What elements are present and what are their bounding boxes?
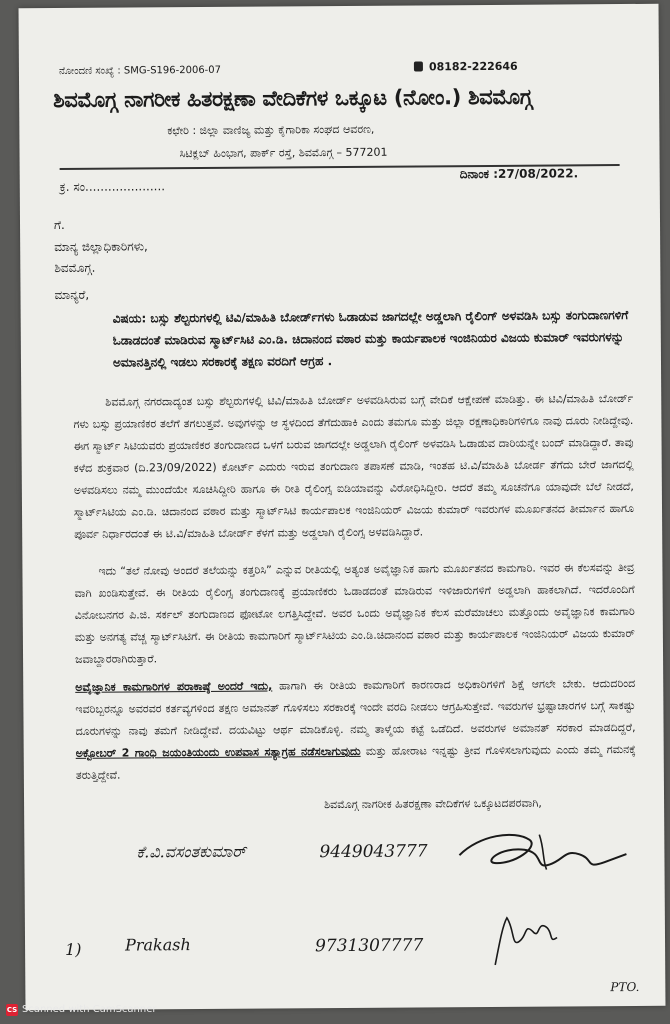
signature-2-icon bbox=[485, 909, 565, 970]
signatory-2-number: 9731307777 bbox=[314, 935, 424, 957]
signatory-2-name: Prakash bbox=[124, 935, 191, 955]
paragraph-3-mid: ಹಾಗಾಗಿ ಈ ರೀತಿಯ ಕಾಮಗಾರಿಗೆ ಕಾರಣರಾದ ಅಧಿಕಾರಿಗಳಿಗೆ ಶಿಕ್ಷೆ ಆಗಲೇ ಬೇಕು. ಆದುದರಿಂದ ಇವರಿಬ್ಬರನ್ನೂ ಅವರವರ ಕರ್ತವ್ಯಗಳಿಂದ ತಕ್ಷಣ ಅಮಾನತ್ ಗೊಳಿಸಲು ಸರಕಾರಕ್ಕೆ ಇಂದೇ ವರದಿ ನೀಡಲು ಆಗ್ರಹಿಸುತ್ತೇವೆ. ಇವರುಗಳ ಭ್ರಷ್ಟಾಚಾರಗಳ ಬಗ್ಗೆ ಸಾಕಷ್ಟು ದೂರುಗಳನ್ನು ನಾವು ತಮಗೆ ನೀಡಿದ್ದೇವೆ. ದಯವಿಟ್ಟು ಆರ್ಥ ಮಾಡಿಕೊಳ್ಳಿ. ನಮ್ಮ ತಾಳ್ಮೆಯ ಕಟ್ಟೆ ಒಡೆದಿದೆ. ಅವರುಗಳ ಅಮಾನತ್ ಸರಕಾರ ಮಾಡದಿದ್ದರೆ, bbox=[75, 676, 636, 738]
paragraph-2: ಇದು “ತಲೆ ನೋವು ಅಂದರೆ ತಲೆಯನ್ನು ಕತ್ತರಿಸಿ” ಎನ್ನುವ ರೀತಿಯಲ್ಲಿ ಅತ್ಯಂತ ಅವೈಜ್ಞಾನಿಕ ಹಾಗು ಮೂರ್ಖತನದ ಕಾಮಗಾರಿ. ಇವರ ಈ ಕೆಲಸವನ್ನು ತೀವ್ರ ವಾಗಿ ಖಂಡಿಸುತ್ತೇವೆ. ಈ ರೀತಿಯ ರೈಲಿಂಗ್ಸ ತಂಗುದಾಣಕ್ಕೆ ಪ್ರಯಾಣಿಕರು ಓಡಾಡದಂತೆ ಮಾಡಿರುವ ಇಳಿಜಾರುಗಳಿಗೆ ಅಡ್ಡಲಾಗಿ ಹಾಕಲಾಗಿದೆ. ಇದರೊಂದಿಗೆ ವಿನೋಬನಗರ ಪಿ.ಜಿ. ಸರ್ಕಲ್ ತಂಗುದಾಣದ ಫೋಟೋ ಲಗತ್ತಿಸಿದ್ದೇವೆ. ಅವರ ಒಂದು ಅವೈಜ್ಞಾನಿಕ ಕೆಲಸ ಮರೆಮಾಚಲು ಮತ್ತೊಂದು ಅವೈಜ್ಞಾನಿಕ ಕಾಮಗಾರಿ ಮತ್ತು ಅನಗತ್ಯ ವೆಚ್ಚ ಸ್ಮಾರ್ಟ್‌ಸಿಟಿಗೆ. ಈ ರೀತಿಯ ಕಾಮಗಾರಿಗೆ ಸ್ಮಾರ್ಟ್‌ಸಿಟಿಯ ಎಂ.ಡಿ.ಚಿದಾನಂದ ವಠಾರ ಮತ್ತು ಕಾರ್ಯಪಾಲಕ ಇಂಜಿನಿಯರ್ ವಿಜಯ ಕುಮಾರ್ ಜವಾಬ್ದಾರರಾಗಿರುತ್ತಾರೆ. bbox=[74, 560, 635, 666]
organization-name: ಶಿವಮೊಗ್ಗ ನಾಗರೀಕ ಹಿತರಕ್ಷಣಾ ವೇದಿಕೆಗಳ ಒಕ್ಕೂಟ (ನೋಂ.) ಶಿವಮೊಗ್ಗ bbox=[53, 84, 533, 113]
registration-number: ನೋಂದಣಿ ಸಂಖ್ಯೆ : SMG-S196-2006-07 bbox=[58, 64, 222, 77]
scanner-watermark-text: Scanned with CamScanner bbox=[22, 1004, 157, 1015]
address-line-1: ಕಛೇರಿ : ಜಿಲ್ಲಾ ವಾಣಿಜ್ಯ ಮತ್ತು ಕೈಗಾರಿಕಾ ಸಂಘದ ಆವರಣ, bbox=[167, 122, 375, 138]
letterhead-phone bbox=[414, 60, 518, 74]
pto-note: PTO. bbox=[610, 979, 640, 995]
addressee-line-1: ಮಾನ್ಯ ಜಿಲ್ಲಾಧಿಕಾರಿಗಳು, bbox=[54, 239, 148, 255]
reference-number: ಕ್ರ. ಸಂ..................... bbox=[59, 179, 166, 194]
paragraph-3-bold: ಅಕ್ಟೋಬರ್ 2 ಗಾಂಧಿ ಜಯಂತಿಯಂದು ಉಪವಾಸ ಸತ್ಯಾಗ್ರಹ ನಡೆಸಲಾಗುವುದು bbox=[75, 744, 361, 760]
phone-number: 08182-222646 bbox=[428, 59, 518, 74]
addressee-line-2: ಶಿವಮೊಗ್ಗ. bbox=[54, 260, 96, 276]
address-line-2: ಸಿಟಿಕ್ಲಬ್ ಹಿಂಭಾಗ, ಪಾರ್ಕ್ ರಸ್ತೆ, ಶಿವಮೊಗ್ಗ – 577201 bbox=[179, 145, 388, 161]
signature-1-icon bbox=[454, 824, 634, 875]
paragraph-3-end: ಮತ್ತು ಹೋರಾಟ ಇನ್ನಷ್ಟು ತ್ರೀವ ಗೊಳಿಸಲಾಗುವುದು ಎಂದು ತಮ್ಮ ಗಮನಕ್ಕೆ ತರುತ್ತಿದ್ದೇವೆ. bbox=[75, 742, 636, 782]
phone-icon bbox=[414, 61, 423, 71]
paragraph-3-lead: ಅವೈಜ್ಞಾನಿಕ ಕಾಮಗಾರಿಗಳ ಪರಾಕಾಷ್ಠೆ ಅಂದರೆ ಇದು, bbox=[75, 679, 273, 694]
letter-date: ದಿನಾಂಕ :27/08/2022. bbox=[459, 166, 579, 182]
camscanner-icon: CS bbox=[6, 1006, 18, 1014]
paragraph-3 bbox=[75, 673, 636, 787]
signatory-1-name: ಕೆ.ವಿ.ವಸಂತಕುಮಾರ್ bbox=[136, 841, 246, 862]
subject: ವಿಷಯ: ಬಸ್ಸು ಶೆಲ್ಟರುಗಳಲ್ಲಿ ಟಿವಿ/ಮಾಹಿತಿ ಬೋರ್ಡ್‌ಗಳು ಓಡಾಡುವ ಜಾಗದಲ್ಲೇ ಅಡ್ಡಲಾಗಿ ರೈಲಿಂಗ್ ಅಳವಡಿಸಿ ಬಸ್ಸು ತಂಗುದಾಣಗಳಿಗೆ ಓಡಾಡದಂತೆ ಮಾಡಿರುವ ಸ್ಮಾರ್ಟ್‌ಸಿಟಿ ಎಂ.ಡಿ. ಚಿದಾನಂದ ವಠಾರ ಮತ್ತು ಕಾರ್ಯಪಾಲಕ ಇಂಜಿನಿಯರ ವಿಜಯ ಕುಮಾರ್ ಇವರುಗಳನ್ನು ಅಮಾನತ್ತಿನಲ್ಲಿ ಇಡಲು ಸರಕಾರಕ್ಕೆ ತಕ್ಷಣ ವರದಿಗೆ ಆಗ್ರಹ . bbox=[112, 307, 629, 370]
signoff: ಶಿವಮೊಗ್ಗ ನಾಗರೀಕ ಹಿತರಕ್ಷಣಾ ವೇದಿಕೆಗಳ ಒಕ್ಕೂಟದಪರವಾಗಿ, bbox=[324, 796, 542, 812]
signatory-2-index: 1) bbox=[65, 939, 82, 959]
salutation: ಮಾನ್ಯರೆ, bbox=[54, 287, 90, 303]
paragraph-1: ಶಿವಮೊಗ್ಗ ನಗರದಾದ್ಯಂತ ಬಸ್ಸು ಶೆಲ್ಟರುಗಳಲ್ಲಿ ಟಿವಿ/ಮಾಹಿತಿ ಬೋರ್ಡ್ ಅಳವಡಿಸಿರುವ ಬಗ್ಗೆ ವೇದಿಕೆ ಆಕ್ಷೇಪಣೆ ಮಾಡಿತ್ತು. ಈ ಟಿವಿ/ಮಾಹಿತಿ ಬೋರ್ಡ್ ಗಳು ಬಸ್ಸು ಪ್ರಯಾಣಿಕರ ತಲೆಗೆ ತಗಲುತ್ತವೆ. ಅವುಗಳನ್ನು ಆ ಸ್ಥಳದಿಂದ ತೆಗೆದುಹಾಕಿ ಎಂದು ತಮಗೂ ಮತ್ತು ಜಿಲ್ಲಾ ರಕ್ಷಣಾಧಿಕಾರಿಗಳಿಗೂ ನಾವು ದೂರು ನೀಡಿದ್ದೇವು. ಈಗ ಸ್ಮಾರ್ಟ್ ಸಿಟಿಯವರು ಪ್ರಯಾಣಿಕರ ತಂಗುದಾಣದ ಒಳಗೆ ಬರುವ ಜಾಗದಲ್ಲೇ ಅಡ್ಡಲಾಗಿ ರೈಲಿಂಗ್ ಅಳವಡಿಸಿ ಓಡಾಡುವ ದಾರಿಯನ್ನೇ ಬಂದ್ ಮಾಡಿದ್ದಾರೆ. ತಾವು ಕಳೆದ ಶುಕ್ರವಾರ (ದಿ.23/09/2022) ಕೋರ್ಟ್ ಎದುರು ಇರುವ ತಂಗುದಾಣ ತಪಾಸಣೆ ಮಾಡಿ, ಇಂತಹ ಟಿ.ವಿ/ಮಾಹಿತಿ ಬೋರ್ಡ ತೆಗೆದು ಬೇರೆ ಜಾಗದಲ್ಲಿ ಅಳವಡಿಸಲು ನಮ್ಮ ಮುಂದೆಯೇ ಸೂಚಿಸಿದ್ದೀರಿ ಹಾಗೂ ಈ ರೀತಿ ರೈಲಿಂಗ್ಸ ಐಡಿಯಾವನ್ನು ವಿರೋಧಿಸಿದ್ದೀರಿ. ಆದರೆ ತಮ್ಮ ಸೂಚನೆಗೂ ಯಾವುದೇ ಬೆಲೆ ನೀಡದೆ, ಸ್ಮಾರ್ಟ್‌ಸಿಟಿಯ ಎಂ.ಡಿ. ಚಿದಾನಂದ ವಠಾರ ಮತ್ತು ಸ್ಮಾರ್ಟ್‌ಸಿಟಿ ಕಾರ್ಯಪಾಲಕ ಇಂಜಿನಿಯರ್ ವಿಜಯ ಕುಮಾರ್ ಇವರುಗಳ ಮೂರ್ಖತನದ ತೀರ್ಮಾನ ಹಾಗೂ ಪೂರ್ವ ನಿರ್ಧಾರದಂತೆ ಈ ಟಿ.ವಿ/ಮಾಹಿತಿ ಬೋರ್ಡ್ ಕೆಳಗೆ ಮತ್ತು ಅಡ್ಡಲಾಗಿ ರೈಲಿಂಗ್ಸ ಅಳವಡಿಸಿದ್ದಾರೆ. bbox=[73, 391, 635, 541]
addressee bbox=[54, 236, 148, 279]
to-label: ಗೆ. bbox=[53, 217, 65, 233]
letter-page bbox=[19, 4, 666, 1010]
scanner-watermark bbox=[6, 1004, 157, 1016]
signatory-1-number: 9449043777 bbox=[319, 841, 428, 863]
